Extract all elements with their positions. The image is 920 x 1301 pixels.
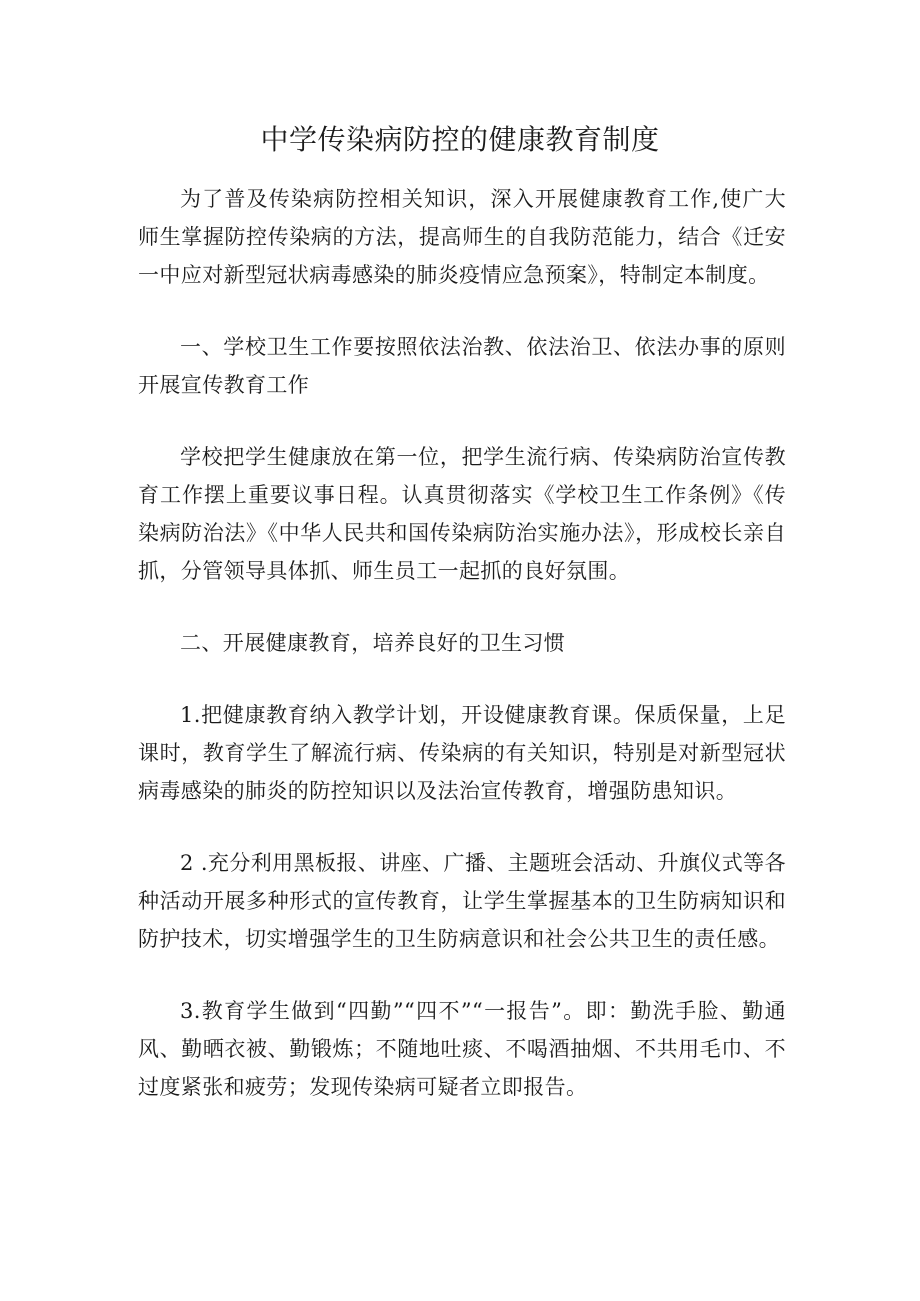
section-heading-2: 二、开展健康教育，培养良好的卫生习惯 [180, 631, 566, 655]
paragraph-section-1: 学校把学生健康放在第一位，把学生流行病、传染病防治宣传教育工作摆上重要议事日程。认真贯彻落实《学校卫生工作条例》《传染病防治法》《中华人民共和国传染病防治实施办法》，形成校长亲自抓，分管领导具体抓、师生员工一起抓的良好氛围。 [138, 445, 786, 583]
list-item-3: 3.教育学生做到“四勤”“四不”“一报告”。即：勤洗手脸、勤通风、勤晒衣被、勤锻炼；不随地吐痰、不喝酒抽烟、不共用毛巾、不过度紧张和疲劳；发现传染病可疑者立即报告。 [138, 999, 786, 1099]
document-body [138, 180, 786, 1140]
list-item-2: 2 .充分利用黑板报、讲座、广播、主题班会活动、升旗仪式等各种活动开展多种形式的宣传教育，让学生掌握基本的卫生防病知识和防护技术，切实增强学生的卫生防病意识和社会公共卫生的责任感。 [138, 851, 786, 951]
document-title: 中学传染病防控的健康教育制度 [260, 123, 660, 156]
section-heading-1: 一、学校卫生工作要按照依法治教、依法治卫、依法办事的原则开展宣传教育工作 [138, 335, 786, 397]
paragraph-intro: 为了普及传染病防控相关知识，深入开展健康教育工作,使广大师生掌握防控传染病的方法，提高师生的自我防范能力，结合《迁安一中应对新型冠状病毒感染的肺炎疫情应急预案》，特制定本制度。 [138, 187, 786, 287]
list-item-1: 1.把健康教育纳入教学计划，开设健康教育课。保质保量，上足课时，教育学生了解流行病、传染病的有关知识，特别是对新型冠状病毒感染的肺炎的防控知识以及法治宣传教育，增强防患知识。 [138, 703, 786, 803]
